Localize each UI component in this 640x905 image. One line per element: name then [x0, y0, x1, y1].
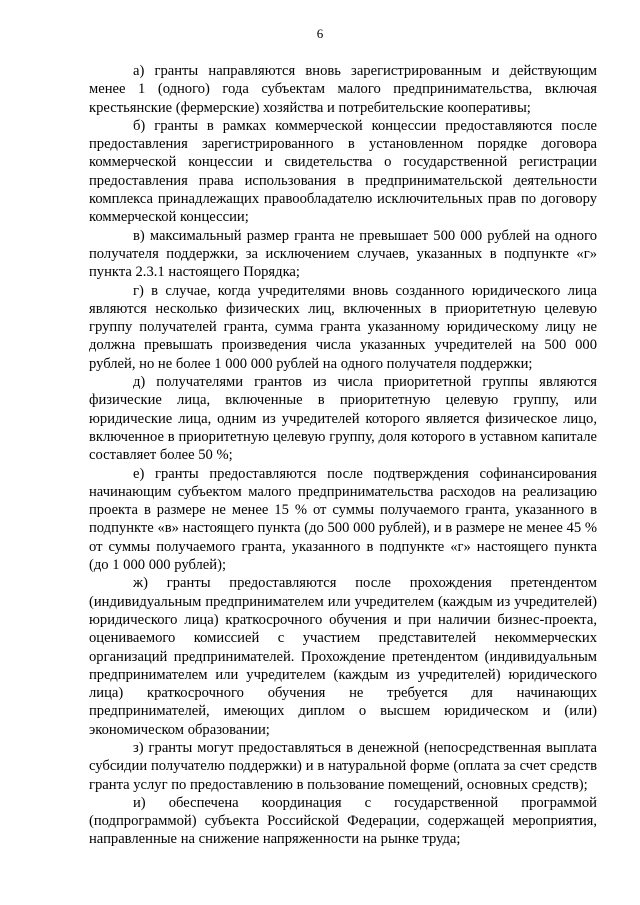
paragraph-a: а) гранты направляются вновь зарегистрированным и действующим менее 1 (одного) года субъектам малого предпринимательства, включая крестьянские (фермерские) хозяйства и потребительские кооперативы; — [89, 63, 597, 116]
paragraph-v: в) максимальный размер гранта не превышает 500 000 рублей на одного получателя поддержки, за исключением случаев, указанных в подпункте «г» пункта 2.3.1 настоящего Порядка; — [89, 227, 597, 281]
document-body — [89, 62, 597, 849]
page-number: 6 — [316, 26, 324, 41]
paragraph-d: д) получателями грантов из числа приоритетной группы являются физические лица, включенные в приоритетную целевую группу, или юридические лица, одним из учредителей которого является физическое лицо, включенное в приоритетную целевую группу, доля которого в уставном капитале составляет более 50 %; — [89, 374, 597, 464]
paragraph-z: з) гранты могут предоставляться в денежной (непосредственная выплата субсидии получателю поддержки) и в натуральной форме (оплата за счет средств гранта услуг по предоставлению в пользование помещений, основных средств); — [89, 739, 597, 793]
paragraph-g: г) в случае, когда учредителями вновь созданного юридического лица являются несколько физических лиц, включенных в приоритетную целевую группу получателей гранта, сумма гранта указанному юридическому лицу не должна превышать произведения числа указанных учредителей на 500 000 рублей, но не более 1 000 000 рублей на одного получателя поддержки; — [89, 282, 597, 372]
paragraph-i: и) обеспечена координация с государственной программой (подпрограммой) субъекта Российской Федерации, содержащей мероприятия, направленные на снижение напряженности на рынке труда; — [89, 794, 597, 848]
paragraph-b: б) гранты в рамках коммерческой концессии предоставляются после предоставления зарегистрированного в установленном порядке договора коммерческой концессии и свидетельства о государственной регистрации предоставления права использования в предпринимательской деятельности комплекса принадлежащих правообладателю исключительных прав по договору коммерческой концессии; — [89, 117, 597, 226]
paragraph-zh: ж) гранты предоставляются после прохождения претендентом (индивидуальным предпринимателем или учредителем (каждым из учредителей) юридического лица) краткосрочного обучения и при наличии бизнес-проекта, оцениваемого комиссией с участием представителей некоммерческих организаций предпринимателей. Прохождение претендентом (индивидуальным предпринимателем или учредителем (каждым из учредителей) юридического лица) краткосрочного обучения не требуется для начинающих предпринимателей, имеющих диплом о высшем юридическом и (или) экономическом образовании; — [89, 575, 597, 738]
paragraph-e: е) гранты предоставляются после подтверждения софинансирования начинающим субъектом малого предпринимательства расходов на реализацию проекта в размере не менее 15 % от суммы получаемого гранта, указанного в подпункте «в» настоящего пункта (до 500 000 рублей), и в размере не менее 45 % от суммы получаемого гранта, указанного в подпункте «г» настоящего пункта (до 1 000 000 рублей); — [89, 465, 597, 574]
